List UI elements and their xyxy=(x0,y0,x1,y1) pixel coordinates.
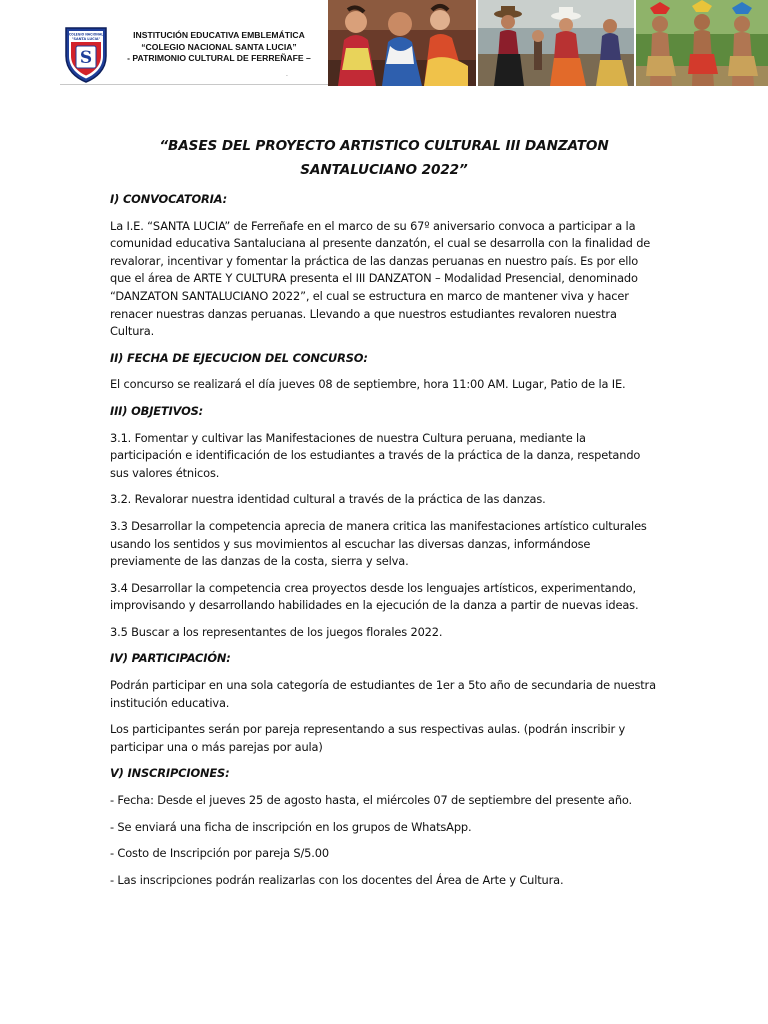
school-line-2: “COLEGIO NACIONAL SANTA LUCIA” xyxy=(141,41,297,52)
objetivo-item: 3.5 Buscar a los representantes de los juegos florales 2022. xyxy=(110,624,443,639)
shield-letter: S xyxy=(79,48,93,68)
objetivo-item: 3.2. Revalorar nuestra identidad cultural a través de la práctica de las danzas. xyxy=(110,492,546,507)
school-line-3: - PATRIMONIO CULTURAL DE FERREÑAFE – xyxy=(127,53,311,63)
svg-text:"SANTA LUCIA": "SANTA LUCIA" xyxy=(71,37,101,41)
amazon-dancers-photo xyxy=(636,0,768,86)
section-heading-objetivos: III) OBJETIVOS: xyxy=(110,403,204,418)
document-title xyxy=(110,134,658,182)
participacion-paragraph: Los participantes serán por pareja representando a sus respectivas aulas. (podrán inscribir y participar una o más parejas por aula) xyxy=(110,722,626,754)
convocatoria-paragraph: La I.E. “SANTA LUCIA” de Ferreñafe en el marco de su 67º aniversario convoca a participar a la comunidad educativa Santaluciana al presente danzatón, el cual se desarrolla con la finalidad de revalorar, incentivar y fomentar la práctica de las danzas peruanas en nuestro país. Es por ello que el área de ARTE Y CULTURA presenta el III DANZATON – Modalidad Presencial, denominado “DANZATON SANTALUCIANO 2022”, el cual se estructura en marco de mantener viva y hacer renacer nuestras danzas peruanas. Llevando a que nuestros estudiantes revaloren nuestra Cultura. xyxy=(110,218,651,339)
header-divider xyxy=(60,84,328,85)
section-heading-convocatoria: I) CONVOCATORIA: xyxy=(110,192,228,206)
section-heading-inscripciones: V) INSCRIPCIONES: xyxy=(110,766,230,781)
objetivo-item: 3.3 Desarrollar la competencia aprecia de manera critica las manifestaciones artístico culturales usando los sentidos y sus movimientos al escuchar las diversas danzas, informándose previamente de las danzas de la costa, sierra y selva. xyxy=(110,518,647,569)
highland-dancers-photo xyxy=(478,0,634,86)
objetivo-item: 3.4 Desarrollar la competencia crea proyectos desde los lenguajes artísticos, experimentando, improvisando y desarrollando habilidades en la ejecución de la danza a partir de nuevas ideas. xyxy=(110,580,639,613)
school-line-1: INSTITUCIÓN EDUCATIVA EMBLEMÁTICA xyxy=(133,30,305,40)
school-name-block xyxy=(110,30,328,65)
inscripcion-item: - Costo de Inscripción por pareja S/5.00 xyxy=(110,846,329,861)
svg-text:COLEGIO NACIONAL: COLEGIO NACIONAL xyxy=(68,32,104,37)
header-small-mark: - xyxy=(286,73,288,79)
section-heading-participacion: IV) PARTICIPACIÓN: xyxy=(110,651,231,666)
document-body xyxy=(110,134,658,898)
school-shield-logo xyxy=(64,26,108,84)
inscripcion-item: - Las inscripciones podrán realizarlas con los docentes del Área de Arte y Cultura. xyxy=(110,872,564,887)
participacion-paragraph: Podrán participar en una sola categoría de estudiantes de 1er a 5to año de secundaria de nuestra institución educativa. xyxy=(110,678,656,710)
document-title-line-2: SANTALUCIANO 2022” xyxy=(300,162,468,178)
inscripcion-item: - Fecha: Desde el jueves 25 de agosto hasta, el miércoles 07 de septiembre del presente año. xyxy=(110,793,632,808)
document-title-line-1: “BASES DEL PROYECTO ARTISTICO CULTURAL III DANZATON xyxy=(159,138,609,154)
objetivo-item: 3.1. Fomentar y cultivar las Manifestaciones de nuestra Cultura peruana, mediante la participación e identificación de los estudiantes a través de la práctica de la danza, respetando sus valores étnicos. xyxy=(110,430,641,480)
section-heading-fecha: II) FECHA DE EJECUCION DEL CONCURSO: xyxy=(110,350,368,365)
document-header xyxy=(60,0,768,86)
fecha-paragraph: El concurso se realizará el día jueves 08 de septiembre, hora 11:00 AM. Lugar, Patio de la IE. xyxy=(110,377,626,392)
shield-icon xyxy=(64,26,108,84)
inscripcion-item: - Se enviará una ficha de inscripción en los grupos de WhatsApp. xyxy=(110,819,472,834)
dance-couple-photo xyxy=(328,0,476,86)
